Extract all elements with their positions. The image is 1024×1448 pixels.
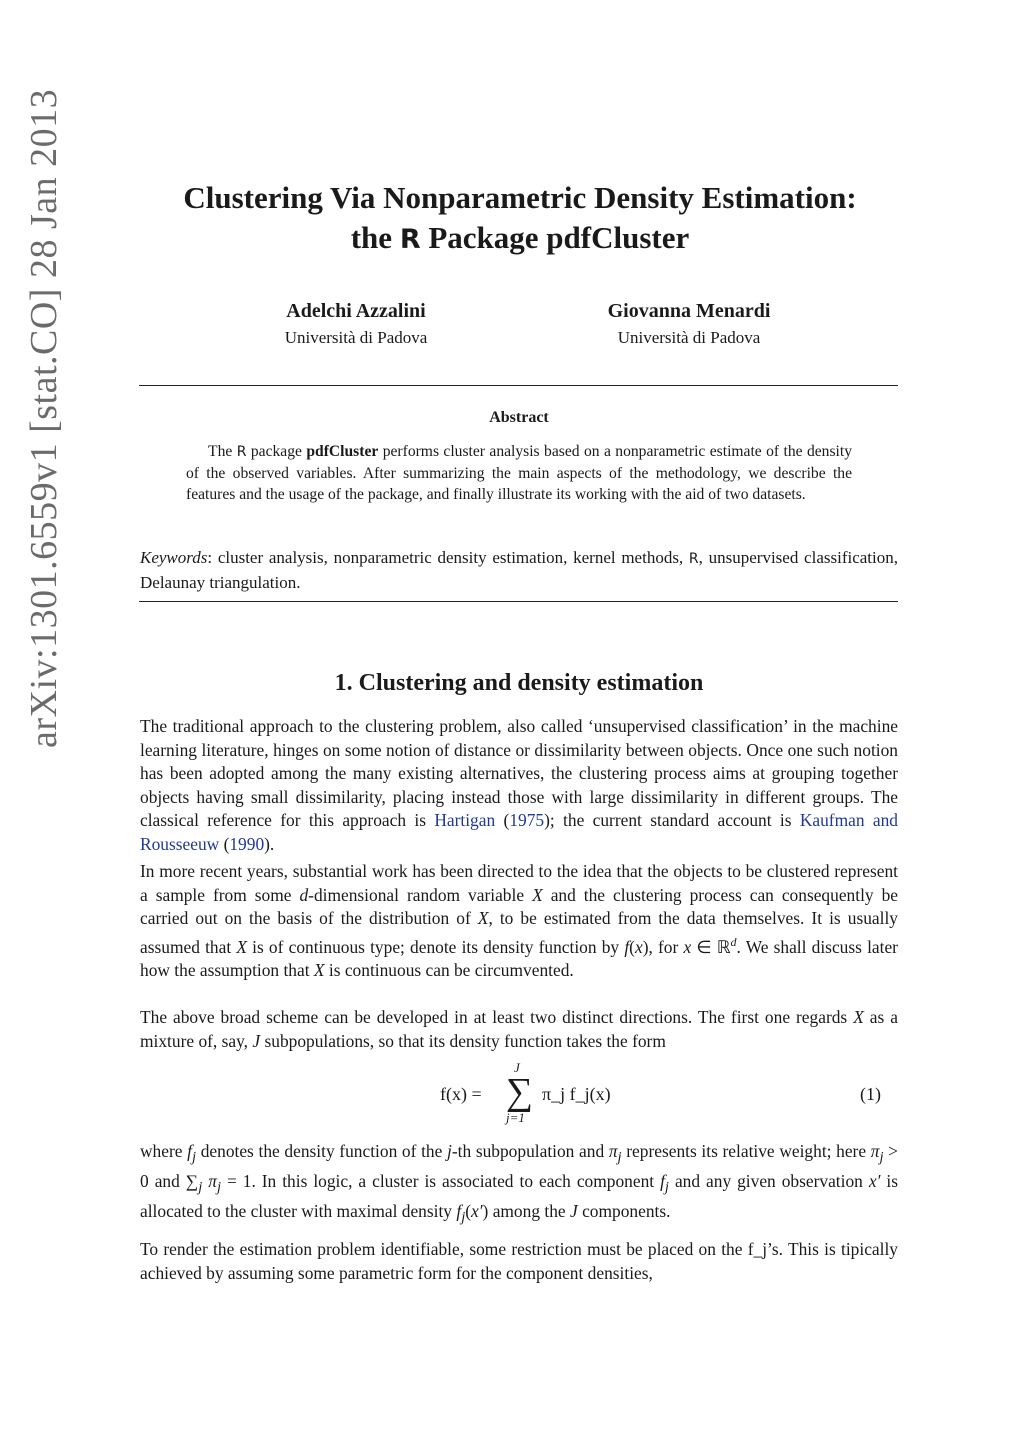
paragraph-2: In more recent years, substantial work has been directed to the idea that the objects to be clustered represent a sample from some d-dimensional random variable X and the clustering process can consequently be carried out on the basis of the distribution of X, to be estimated from the data themselves. It is usually assumed that X is of continuous type; denote its density function by f(x), for x ∈ ℝ$^d$. We shall discuss later how the assumption that X is continuous can be circumvented. [140, 861, 898, 980]
paragraph-1: The traditional approach to the clustering problem, also called ‘unsupervised classification’ in the machine learning literature, hinges on some notion of distance or dissimilarity between objects. Once one such notion has been adopted among the many existing alternatives, the clustering process aims at grouping together objects having small dissimilarity, placing instead those with large dissimilarity in different groups. The classical reference for this approach is Hartigan (1975); the current standard account is Kaufman and Rousseeuw (1990). [140, 716, 898, 854]
author-name: Giovanna Menardi [607, 300, 771, 322]
author-1 [236, 298, 476, 350]
citation-link[interactable]: Hartigan [434, 810, 496, 830]
author-affiliation: Università di Padova [617, 328, 761, 347]
author-2 [569, 298, 809, 350]
bottom-rule [139, 601, 898, 602]
r-language-mark: R [399, 224, 421, 255]
equation-lhs: f(x) = [440, 1084, 482, 1104]
paragraph-5: To render the estimation problem identifiable, some restriction must be placed on the f_j’s. This is tipically achieved by assuming some parametric form for the component densities, [140, 1239, 898, 1283]
title-line-1: Clustering Via Nonparametric Density Estimation: [183, 180, 857, 215]
equation-rhs: π_j f_j(x) [542, 1084, 611, 1104]
paragraph-4: where $f_j$ denotes the density function of the j-th subpopulation and $\pi_j$ represents its relative weight; here $\pi_j > 0$ and $\sum_j$ $\pi_j = 1$. In this logic, a cluster is associated to each component $f_j$ and any given observation x′ is allocated to the cluster with maximal density $f_j(x')$ among the J components. [140, 1141, 898, 1226]
abstract-heading: Abstract [489, 409, 549, 426]
arxiv-identifier: arXiv:1301.6559v1 [stat.CO] 28 Jan 2013 [23, 88, 65, 748]
paper-title [140, 178, 900, 260]
sum-upper-limit: J [514, 1060, 520, 1075]
abstract-text: The R package pdfCluster performs cluster analysis based on a nonparametric estimate of the density of the observed variables. After summarizing the main aspects of the methodology, we describe the features and the usage of the package, and finally illustrate its working with the aid of two datasets. [186, 443, 853, 503]
title-line-2: the R Package pdfCluster [350, 220, 690, 255]
sum-lower-limit: j=1 [506, 1110, 525, 1125]
citation-link[interactable]: Kaufman and Rousseeuw [140, 810, 898, 854]
paragraph-3: The above broad scheme can be developed in at least two distinct directions. The first one regards X as a mixture of, say, J subpopulations, so that its density function takes the form [140, 1007, 898, 1051]
section-heading: 1. Clustering and density estimation [334, 670, 704, 696]
keywords: Keywords: cluster analysis, nonparametric density estimation, kernel methods, R, unsupervised classification, Delaunay triangulation. [140, 548, 898, 592]
author-affiliation: Università di Padova [284, 328, 428, 347]
equation-1 [420, 1060, 640, 1128]
top-rule [139, 385, 898, 386]
summation-symbol: ∑ [506, 1071, 534, 1113]
author-name: Adelchi Azzalini [286, 300, 426, 322]
equation-number: (1) [860, 1084, 881, 1104]
